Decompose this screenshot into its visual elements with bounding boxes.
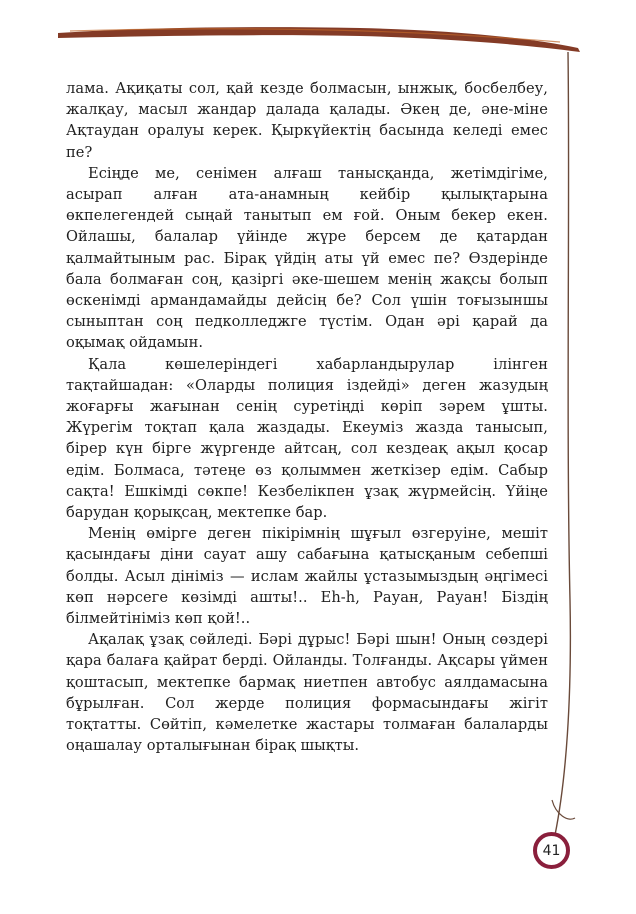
paragraph: Ақалақ ұзақ сөйледі. Бәрі дұрыс! Бәрі шын! Оның сөздері қара балаға қайрат берді. Ойланды. Толғанды. Ақсары үймен қоштасып, мектепке бармақ ниетпен автобус аялдамасына бұрылған. Сол жерде полиция формасындағы жігіт тоқтатты. Сөйтіп, кәмелетке жастары толмаған балаларды оңашалау орталығынан бірақ шықты. <box>66 631 548 755</box>
paragraph: лама. Ақиқаты сол, қай кезде болмасын, ынжық, босбелбеу, жалқау, масыл жандар далада қалады. Әкең де, әне-міне Ақтаудан оралуы керек. Қыркүйектің басында келеді емес пе? <box>66 80 548 161</box>
right-margin-line <box>555 52 570 835</box>
bottom-hook <box>552 800 575 819</box>
paragraph: Есіңде ме, сенімен алғаш танысқанда, жетімдігіме, асырап алған ата-анамның кейбір қылықтарына өкпелегендей сыңай танытып ем ғой. Оным бекер екен. Ойлашы, балалар үйінде жүре берсем де қатардан қалмайтыным рас. Бірақ үйдің аты үй емес пе? Өздерінде бала болмаған соң, қазіргі әке-шешем менің жақсы болып өскенімді армандамайды дейсің бе? Сол үшін тоғызыншы сыныптан соң педколледжге түстім. Одан әрі қарай да оқымақ ойдамын. <box>66 164 548 352</box>
paragraph: Қала көшелеріндегі хабарландырулар ілінген тақтайшадан: «Оларды полиция іздейді» деген жазудың жоғарғы жағынан сенің суретіңді көріп зәрем ұшты. Жүрегім тоқтап қала жаздады. Екеуміз жазда танысып, бірер күн бірге жүргенде айтсаң, сол кездеақ ақыл қосар едім. Болмаса, тәтеңе өз қолыммен жеткізер едім. Сабыр сақта! Ешкімді сөкпе! Кезбелікпен ұзақ жүрмейсің. Үйіңе барудан қорықсаң, мектепке бар. <box>66 355 548 522</box>
paragraph: Менің өмірге деген пікірімнің шұғыл өзгеруіне, мешіт қасындағы діни сауат ашу сабағына қатысқаным себепші болды. Асыл дініміз — ислам жайлы ұстазымыздың әңгімесі көп нәрсеге көзімді ашты!.. Еһ-һ, Рауан, Рауан! Біздің білмейтініміз көп қой!.. <box>66 525 548 628</box>
page-number: 41 <box>533 832 570 869</box>
top-brush-stroke <box>58 27 580 52</box>
body-text <box>66 78 548 757</box>
